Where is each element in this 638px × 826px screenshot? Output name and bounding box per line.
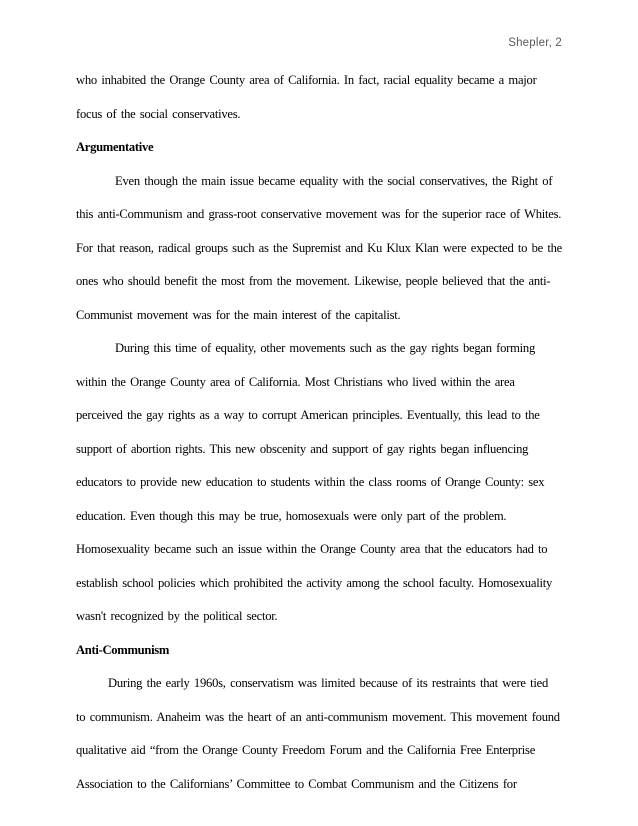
text-line: Homosexuality became such an issue within the Orange County area that the educators had to (76, 542, 548, 556)
text-line: to communism. Anaheim was the heart of an anti-communism movement. This movement found (76, 709, 560, 724)
text-line: support of abortion rights. This new obscenity and support of gay rights began influencing (76, 441, 529, 456)
text-line: For that reason, radical groups such as the Supremist and Ku Klux Klan were expected to be the (76, 240, 563, 255)
text-line: Communist movement was for the main interest of the capitalist. (76, 307, 401, 322)
text-line: perceived the gay rights as a way to corrupt American principles. Eventually, this lead to the (76, 408, 540, 422)
document-body (76, 64, 562, 801)
text-line: this anti-Communism and grass-root conservative movement was for the superior race of Whites. (76, 207, 562, 221)
section-heading-argumentative: Argumentative (76, 140, 154, 154)
text-line: who inhabited the Orange County area of California. In fact, racial equality became a major (76, 73, 537, 87)
text-line: qualitative aid “from the Orange County Freedom Forum and the California Free Enterprise (76, 743, 536, 757)
running-head: Shepler, 2 (508, 37, 562, 49)
text-line: education. Even though this may be true, homosexuals were only part of the problem. (76, 508, 507, 523)
text-line: educators to provide new education to students within the class rooms of Orange County: sex (76, 475, 545, 489)
text-line: wasn't recognized by the political sector. (76, 609, 278, 623)
text-line: establish school policies which prohibited the activity among the school faculty. Homosexuality (76, 575, 552, 590)
text-line: ones who should benefit the most from the movement. Likewise, people believed that the anti- (76, 274, 551, 288)
section-heading-anti-communism: Anti-Communism (76, 642, 170, 657)
text-line: Even though the main issue became equality with the social conservatives, the Right of (115, 173, 553, 188)
text-line: Association to the Californians’ Committee to Combat Communism and the Citizens for (76, 776, 517, 791)
text-line: During the early 1960s, conservatism was limited because of its restraints that were tied (108, 676, 549, 690)
text-line: focus of the social conservatives. (76, 106, 241, 121)
text-line: within the Orange County area of California. Most Christians who lived within the area (76, 374, 515, 389)
text-line: During this time of equality, other movements such as the gay rights began forming (115, 341, 535, 355)
